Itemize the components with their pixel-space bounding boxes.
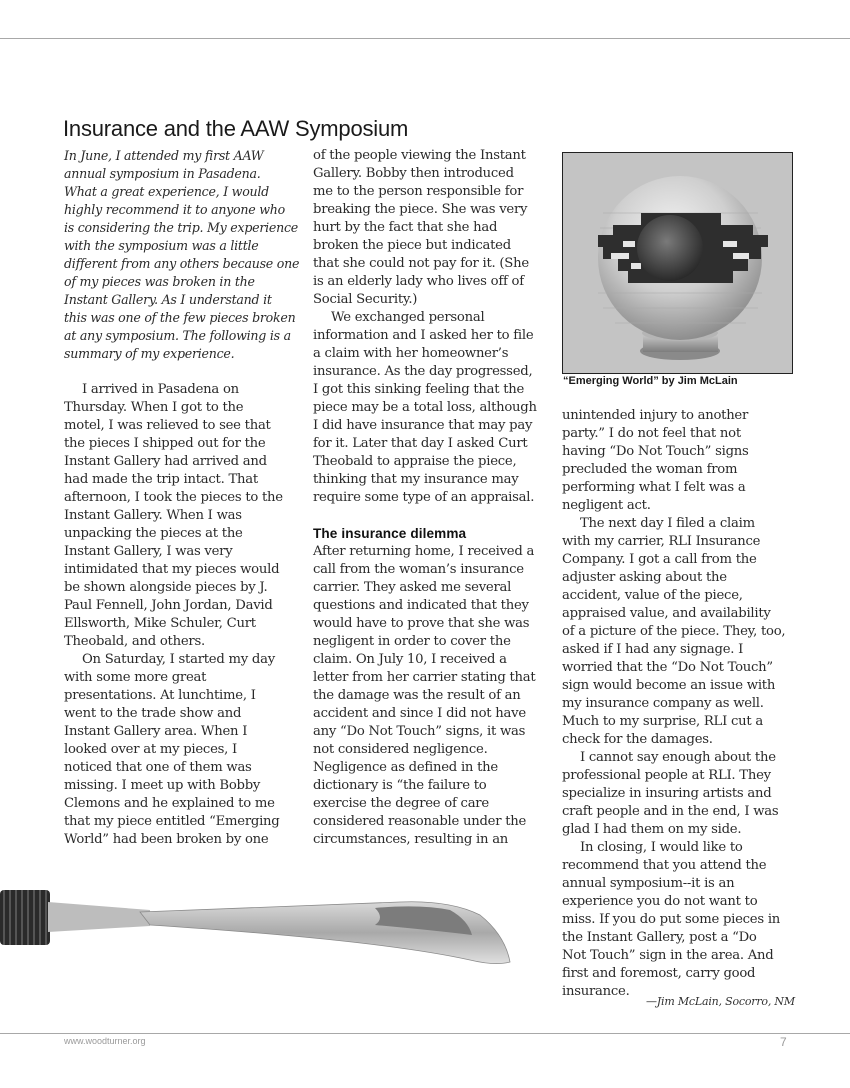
column-1 <box>64 147 304 849</box>
column-3 <box>562 407 802 1001</box>
body-paragraph: of the people viewing the Instant Gallery. Bobby then introduced me to the person responsible for breaking the piece. She was very hurt by the fact that she had broken the piece but indicated that she could not pay for it. (She is an elderly lady who lives off of Social Security.) <box>313 148 529 307</box>
emerging-world-photo <box>562 152 793 374</box>
article-title: Insurance and the AAW Symposium <box>63 116 409 141</box>
section-subheading: The insurance dilemma <box>313 526 467 541</box>
footer-rule <box>0 1033 850 1034</box>
body-paragraph: The next day I filed a claim with my carrier, RLI Insurance Company. I got a call from the adjuster asking about the accident, value of the piece, appraised value, and availability of a picture of the piece. They, too, asked if I had any signage. I worried that the “Do Not Touch” sign would become an issue with my insurance company as well. Much to my surprise, RLI cut a check for the damages. <box>562 516 786 747</box>
page-number: 7 <box>780 1035 787 1049</box>
photo-caption: “Emerging World” by Jim McLain <box>563 375 738 387</box>
intro-paragraph: In June, I attended my first AAW annual symposium in Pasadena. What a great experience, I would highly recommend it to anyone who is considering the trip. My experience with the symposium was a little different from any others because one of my pieces was broken in the Instant Gallery. As I understand it this was one of the few pieces broken at any symposium. The following is a summary of my experience. <box>64 148 300 361</box>
header-rule <box>0 38 850 39</box>
column-2 <box>313 147 553 849</box>
footer-website: www.woodturner.org <box>64 1036 146 1046</box>
body-paragraph: We exchanged personal information and I asked her to file a claim with her homeowner’s insurance. As the day progressed, I got this sinking feeling that the piece may be a total loss, although I did have insurance that may pay for it. Later that day I asked Curt Theobald to appraise the piece, thinking that my insurance may require some type of an appraisal. <box>313 310 537 505</box>
body-paragraph: On Saturday, I started my day with some more great presentations. At lunchtime, I went to the trade show and Instant Gallery area. When I looked over at my pieces, I noticed that one of them was missing. I meet up with Bobby Clemons and he explained to me that my piece entitled “Emerging World” had been broken by one <box>64 652 280 847</box>
body-paragraph: I arrived in Pasadena on Thursday. When I got to the motel, I was relieved to see that the pieces I shipped out for the Instant Gallery had arrived and had made the trip intact. That afternoon, I took the pieces to the Instant Gallery. When I was unpacking the pieces at the Instant Gallery, I was very intimidated that my pieces would be shown alongside pieces by J. Paul Fennell, John Jordan, David Ellsworth, Mike Schuler, Curt Theobald, and others. <box>64 382 283 649</box>
body-paragraph: I cannot say enough about the professional people at RLI. They specialize in insuring artists and craft people and in the end, I was glad I had them on my side. <box>562 750 779 837</box>
segmented-sphere-illustration <box>563 153 792 373</box>
author-signature: —Jim McLain, Socorro, NM <box>646 995 795 1008</box>
turning-tool-image <box>0 880 530 975</box>
body-paragraph: In closing, I would like to recommend that you attend the annual symposium--it is an experience you do not want to miss. If you do put some pieces in the Instant Gallery, post a “Do Not Touch” sign in the area. And first and foremost, carry good insurance. <box>562 840 781 999</box>
body-paragraph: unintended injury to another party.” I do not feel that not having “Do Not Touch” signs precluded the woman from performing what I felt was a negligent act. <box>562 408 749 513</box>
body-paragraph: After returning home, I received a call from the woman’s insurance carrier. They asked me several questions and indicated that they would have to prove that she was negligent in order to cover the claim. On July 10, I received a letter from her carrier stating that the damage was the result of an accident and since I did not have any “Do Not Touch” signs, it was not considered negligence. Negligence as defined in the dictionary is “the failure to exercise the degree of care considered reasonable under the circumstances, resulting in an <box>313 544 536 847</box>
